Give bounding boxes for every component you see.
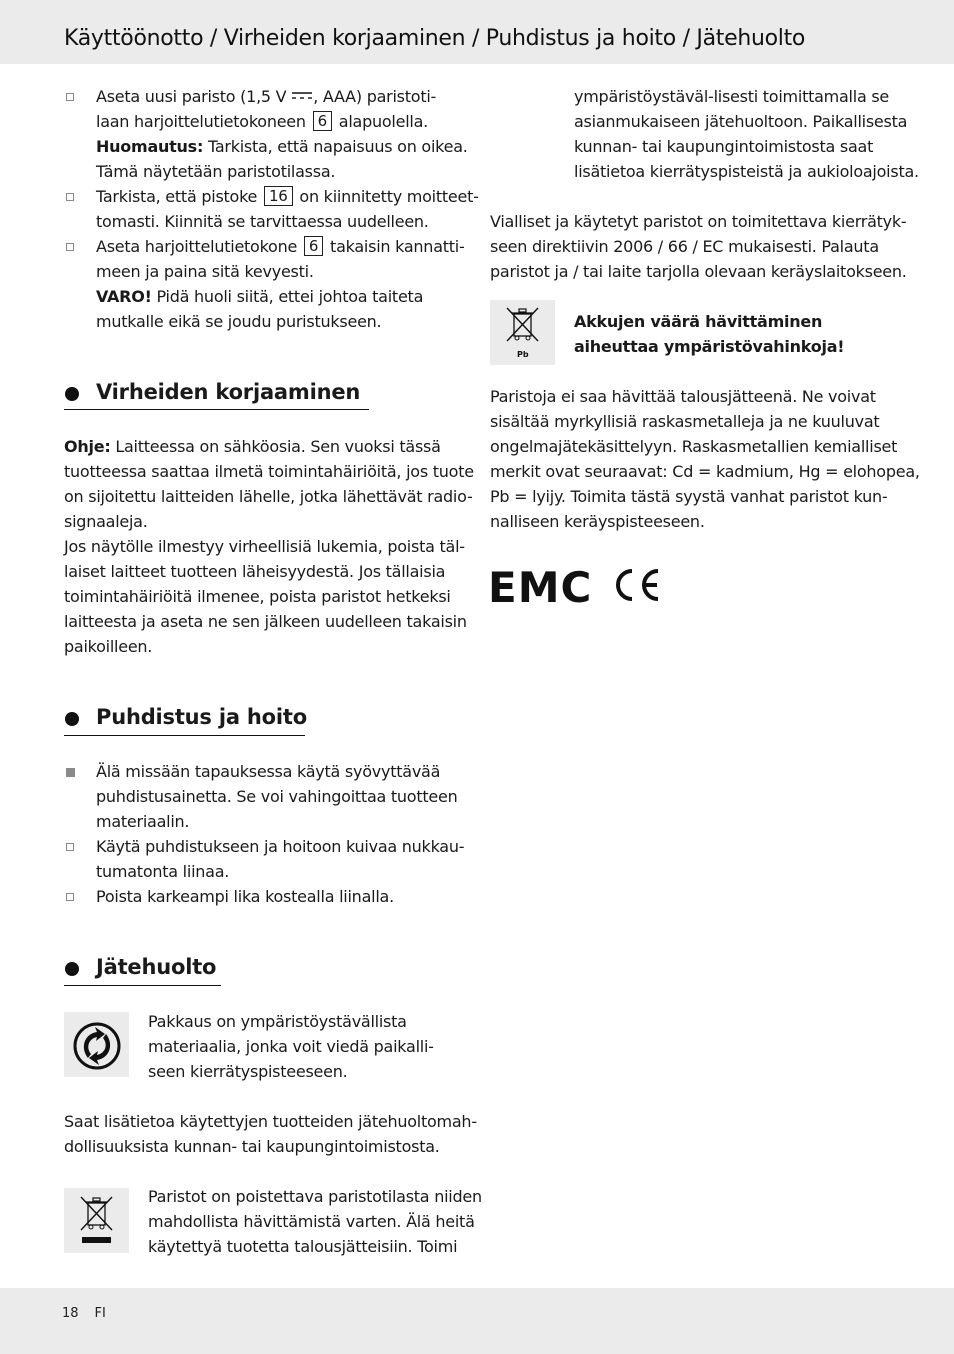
heading-underline: [64, 409, 369, 410]
paragraph-line: sisältää myrkyllisiä raskasmetalleja ja ne kuuluvat: [490, 412, 880, 431]
note-line: [96, 134, 468, 159]
section-heading: Puhdistus ja hoito: [96, 705, 307, 729]
paragraph-line: Pb = lyijy. Toimita tästä syystä vanhat paristot kun-: [490, 487, 888, 506]
heading-bullet-icon: [65, 712, 79, 726]
paragraph-line: merkit ovat seuraavat: Cd = kadmium, Hg = elohopea,: [490, 462, 920, 481]
paragraph-line: ympäristöystäväl-lisesti toimittamalla se: [574, 87, 890, 106]
paragraph-line: Paristot on poistettava paristotilasta niiden: [148, 1187, 482, 1206]
text-span: takaisin kannatti-: [330, 237, 465, 256]
paragraph-line: laitteesta ja aseta ne sen jälkeen uudelleen takaisin: [64, 612, 467, 631]
list-bullet: [66, 843, 74, 851]
warning-label: VARO!: [96, 287, 152, 306]
page-title: Käyttöönotto / Virheiden korjaaminen / Puhdistus ja hoito / Jätehuolto: [64, 26, 806, 51]
paragraph-line: seen direktiivin 2006 / 66 / EC mukaisesti. Palauta: [490, 237, 879, 256]
list-bullet: [66, 243, 74, 251]
heading-bullet-icon: [65, 962, 79, 976]
list-item-text: [96, 109, 428, 134]
note-line: Tämä näytetään paristotilassa.: [96, 162, 336, 181]
list-bullet: [66, 93, 74, 101]
text-span: , AAA) paristoti-: [313, 87, 437, 106]
recycling-icon-box: [64, 1012, 129, 1077]
warning-line: mutkalle eikä se joudu puristukseen.: [96, 312, 382, 331]
text-span: alapuolella.: [338, 112, 428, 131]
footer-text: [62, 1306, 106, 1321]
text-span: Tarkista, että pistoke: [96, 187, 258, 206]
list-item-text: Älä missään tapauksessa käytä syövyttävää: [96, 762, 441, 781]
crossed-bin-icon: [64, 1188, 129, 1253]
list-item-text: Käytä puhdistukseen ja hoitoon kuivaa nukkau-: [96, 837, 465, 856]
warning-line: [96, 284, 423, 309]
page-number: 18: [62, 1306, 79, 1321]
list-bullet: [66, 193, 74, 201]
paragraph-line: Vialliset ja käytetyt paristot on toimitettava kierrätyk-: [490, 212, 907, 231]
paragraph-line: on sijoitettu laitteiden lähelle, jotka lähettävät radio-: [64, 487, 473, 506]
paragraph-line: dollisuuksista kunnan- tai kaupungintoimistosta.: [64, 1137, 440, 1156]
paragraph-line: ongelmajätekäsittelyyn. Raskasmetallien kemialliset: [490, 437, 898, 456]
list-item-text: meen ja paina sitä kevyesti.: [96, 262, 314, 281]
paragraph-line: paristot ja / tai laite tarjolla olevaan keräyslaitokseen.: [490, 262, 907, 281]
weee-icon-box: [64, 1188, 129, 1253]
text-span: Aseta harjoittelutietokone: [96, 237, 298, 256]
paragraph-line: käytettyä tuotetta talousjätteisiin. Toimi: [148, 1237, 458, 1256]
paragraph-line: asianmukaiseen jätehuoltoon. Paikallisesta: [574, 112, 908, 131]
part-reference: 6: [304, 236, 323, 256]
paragraph-line: Pakkaus on ympäristöystävällista: [148, 1012, 407, 1031]
paragraph-line: lisätietoa kierrätyspisteistä ja aukioloajoista.: [574, 162, 919, 181]
list-item-text: Poista karkeampi lika kostealla liinalla.: [96, 887, 394, 906]
heading-bullet-icon: [65, 387, 79, 401]
list-item-text: [96, 184, 479, 209]
paragraph-line: toimintahäiriöitä ilmenee, poista paristot hetkeksi: [64, 587, 451, 606]
list-item-text: materiaalin.: [96, 812, 190, 831]
text-span: Tarkista, että napaisuus on oikea.: [207, 137, 468, 156]
list-item-text: [96, 234, 465, 259]
page-header: [0, 0, 954, 64]
list-item-text: [96, 84, 436, 109]
page-footer: [0, 1288, 954, 1354]
paragraph-line: signaaleja.: [64, 512, 148, 531]
language-code: FI: [94, 1306, 106, 1321]
paragraph-line: Paristoja ei saa hävittää talousjätteenä. Ne voivat: [490, 387, 876, 406]
paragraph-line: Jos näytölle ilmestyy virheellisiä lukemia, poista täl-: [64, 537, 465, 556]
note-label: Huomautus:: [96, 137, 204, 156]
heading-underline: [64, 985, 221, 986]
part-reference: 16: [264, 186, 293, 206]
text-span: Aseta uusi paristo (1,5 V: [96, 87, 287, 106]
paragraph-line: [64, 434, 441, 459]
heading-underline: [64, 735, 305, 736]
text-span: laan harjoittelutietokoneen: [96, 112, 306, 131]
paragraph-line: laiset laitteet tuotteen läheisyydestä. Jos tällaisia: [64, 562, 446, 581]
paragraph-line: kunnan- tai kaupungintoimistosta saat: [574, 137, 874, 156]
warning-line: Akkujen väärä hävittäminen: [574, 312, 823, 331]
pb-label: Pb: [517, 350, 529, 359]
section-heading: Virheiden korjaaminen: [96, 380, 361, 404]
paragraph-line: nalliseen keräyspisteeseen.: [490, 512, 705, 531]
battery-weee-icon-box: [490, 300, 555, 365]
dc-symbol-icon: [291, 90, 313, 102]
list-bullet: [66, 893, 74, 901]
warning-line: aiheuttaa ympäristövahinkoja!: [574, 337, 845, 356]
paragraph-line: paikoilleen.: [64, 637, 153, 656]
emc-logo: EMC: [488, 563, 593, 612]
list-item-text: tumatonta liinaa.: [96, 862, 230, 881]
hint-label: Ohje:: [64, 437, 111, 456]
text-span: Laitteessa on sähköosia. Sen vuoksi tässä: [115, 437, 441, 456]
paragraph-line: Saat lisätietoa käytettyjen tuotteiden jätehuoltomah-: [64, 1112, 477, 1131]
paragraph-line: materiaalia, jonka voit viedä paikalli-: [148, 1037, 434, 1056]
crossed-bin-pb-icon: [490, 300, 555, 365]
part-reference: 6: [313, 111, 332, 131]
paragraph-line: mahdollista hävittämistä varten. Älä heitä: [148, 1212, 475, 1231]
ce-mark-icon: [612, 566, 662, 604]
list-item-text: puhdistusainetta. Se voi vahingoittaa tuotteen: [96, 787, 458, 806]
list-item-text: tomasti. Kiinnitä se tarvittaessa uudelleen.: [96, 212, 429, 231]
text-span: Pidä huoli siitä, ettei johtoa taiteta: [156, 287, 424, 306]
paragraph-line: tuotteessa saattaa ilmetä toimintahäiriöitä, jos tuote: [64, 462, 474, 481]
paragraph-line: seen kierrätyspisteeseen.: [148, 1062, 348, 1081]
text-span: on kiinnitetty moitteet-: [299, 187, 479, 206]
green-dot-recycling-icon: [64, 1012, 129, 1077]
list-bullet: [66, 768, 75, 777]
section-heading: Jätehuolto: [96, 955, 217, 979]
